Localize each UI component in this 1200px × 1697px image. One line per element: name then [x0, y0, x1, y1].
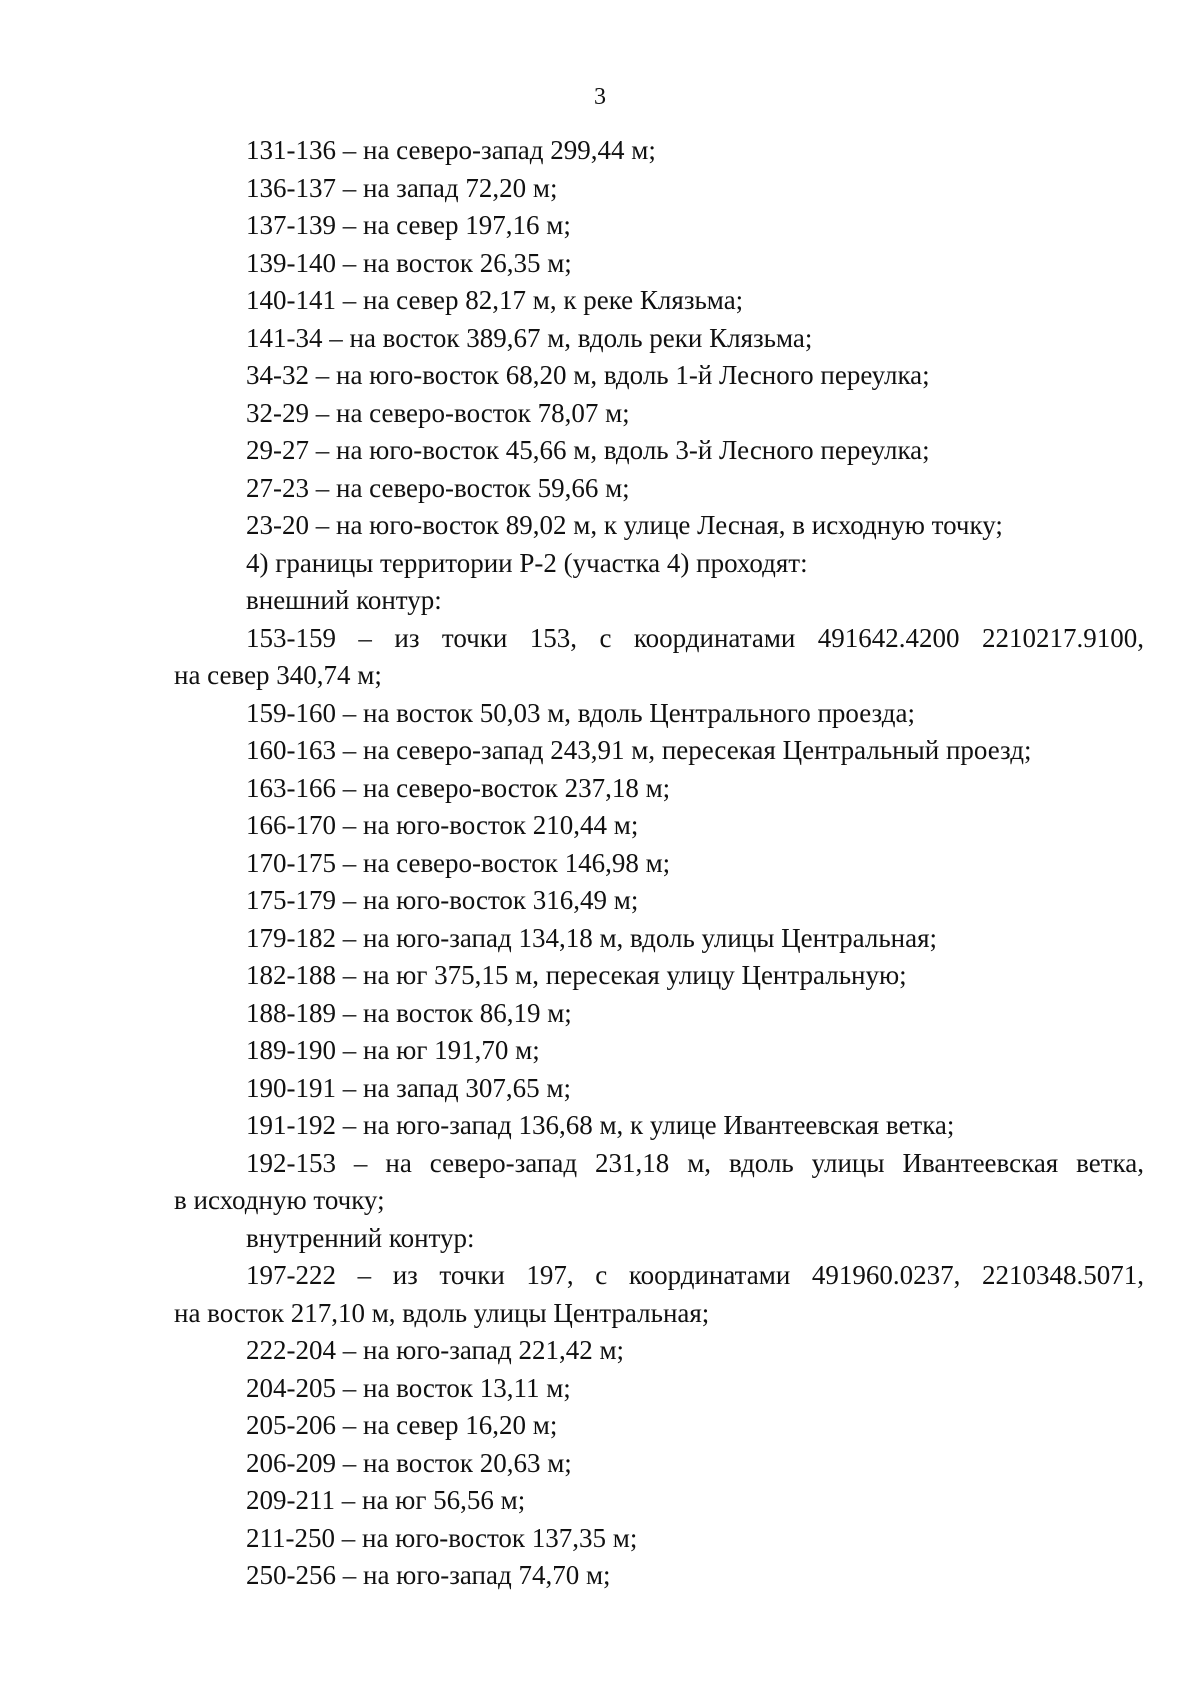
- text-line: 32-29 – на северо-восток 78,07 м;: [246, 397, 630, 428]
- text-line: 27-23 – на северо-восток 59,66 м;: [246, 472, 630, 503]
- text-line: 166-170 – на юго-восток 210,44 м;: [246, 810, 639, 840]
- text-line: 209-211 – на юг 56,56 м;: [246, 1485, 526, 1515]
- text-line: 131-136 – на северо-запад 299,44 м;: [246, 135, 656, 165]
- text-line: 211-250 – на юго-восток 137,35 м;: [246, 1522, 638, 1553]
- text-line: на север 340,74 м;: [174, 660, 382, 690]
- text-line: 192-153 – на северо-запад 231,18 м, вдоль улицы Ивантеевская ветка,: [246, 1147, 1144, 1178]
- text-line: 204-205 – на восток 13,11 м;: [246, 1372, 571, 1403]
- text-line: 141-34 – на восток 389,67 м, вдоль реки Клязьма;: [246, 322, 813, 353]
- text-line: внутренний контур:: [246, 1222, 475, 1253]
- text-line: 140-141 – на север 82,17 м, к реке Клязьма;: [246, 285, 744, 315]
- text-line: 137-139 – на север 197,16 м;: [246, 210, 571, 240]
- text-line: 175-179 – на юго-восток 316,49 м;: [246, 885, 639, 915]
- text-line: 189-190 – на юг 191,70 м;: [246, 1035, 540, 1065]
- text-line: внешний контур:: [246, 585, 442, 615]
- text-line: 139-140 – на восток 26,35 м;: [246, 247, 572, 278]
- text-line: 191-192 – на юго-запад 136,68 м, к улице Ивантеевская ветка;: [246, 1110, 955, 1140]
- text-line: 182-188 – на юг 375,15 м, пересекая улицу Центральную;: [246, 960, 907, 990]
- text-line: 205-206 – на север 16,20 м;: [246, 1410, 558, 1440]
- text-line: 197-222 – из точки 197, с координатами 491960.0237, 2210348.5071,: [246, 1260, 1144, 1290]
- text-line: на восток 217,10 м, вдоль улицы Центральная;: [174, 1297, 710, 1328]
- text-line: 188-189 – на восток 86,19 м;: [246, 997, 572, 1028]
- text-line: 190-191 – на запад 307,65 м;: [246, 1072, 571, 1103]
- text-line: 222-204 – на юго-запад 221,42 м;: [246, 1335, 625, 1365]
- text-line: 4) границы территории Р-2 (участка 4) проходят:: [246, 547, 808, 578]
- text-line: 153-159 – из точки 153, с координатами 491642.4200 2210217.9100,: [246, 622, 1144, 653]
- text-line: 34-32 – на юго-восток 68,20 м, вдоль 1-й Лесного переулка;: [246, 360, 930, 390]
- text-line: 170-175 – на северо-восток 146,98 м;: [246, 847, 671, 878]
- text-line: 206-209 – на восток 20,63 м;: [246, 1447, 572, 1478]
- text-line: 179-182 – на юго-запад 134,18 м, вдоль улицы Центральная;: [246, 922, 938, 953]
- text-line: 29-27 – на юго-восток 45,66 м, вдоль 3-й Лесного переулка;: [246, 435, 930, 465]
- text-line: 23-20 – на юго-восток 89,02 м, к улице Лесная, в исходную точку;: [246, 510, 1003, 540]
- text-line: в исходную точку;: [174, 1185, 385, 1215]
- document-body: [174, 132, 1144, 1595]
- text-line: 136-137 – на запад 72,20 м;: [246, 172, 558, 203]
- text-line: 159-160 – на восток 50,03 м, вдоль Центрального проезда;: [246, 697, 915, 728]
- text-line: 160-163 – на северо-запад 243,91 м, пересекая Центральный проезд;: [246, 735, 1032, 765]
- text-line: 163-166 – на северо-восток 237,18 м;: [246, 772, 671, 803]
- text-line: 250-256 – на юго-запад 74,70 м;: [246, 1560, 611, 1590]
- page-number: 3: [594, 84, 606, 110]
